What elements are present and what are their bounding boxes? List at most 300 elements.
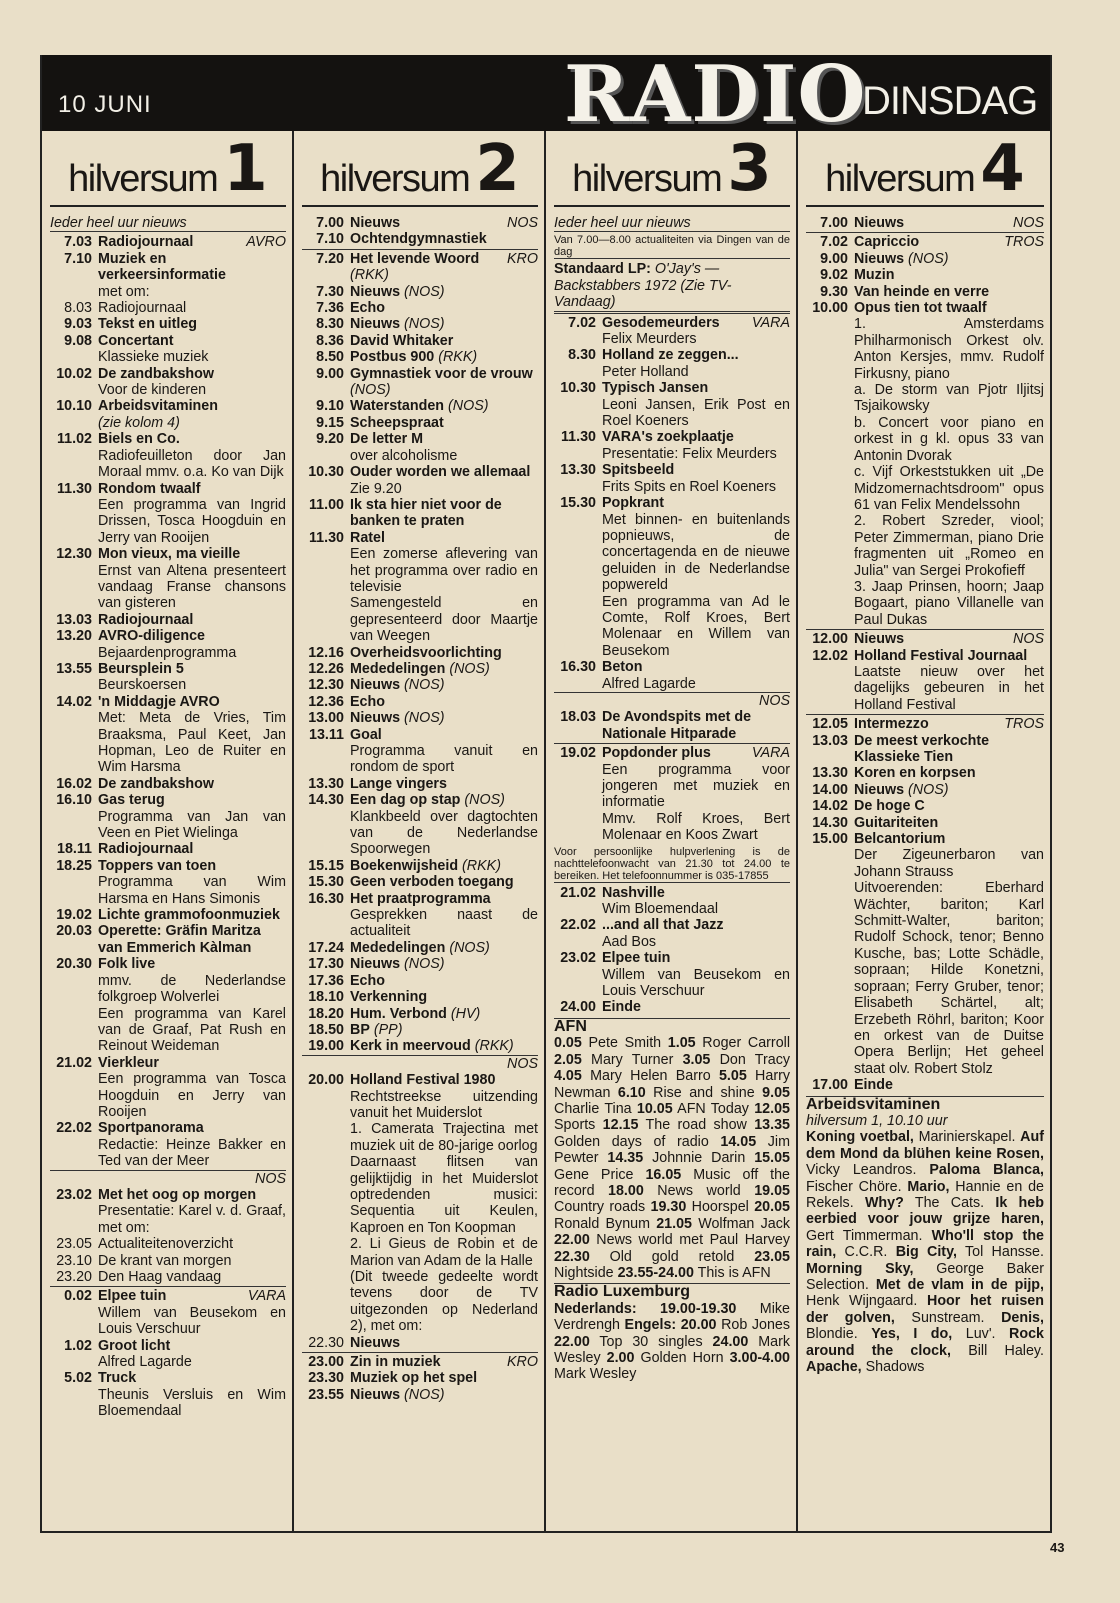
schedule-text: Henk Wijngaard. [806,1293,927,1310]
program-heading [602,950,790,966]
program-entry [50,1269,286,1285]
program-entry [50,1187,286,1236]
schedule-text: Gene Price [554,1166,646,1183]
program-name: Nieuws [350,956,401,973]
program-heading [350,874,538,890]
schedule-text: Tol Hansse. [956,1244,1044,1261]
station-number: 3 [727,132,772,206]
program-body [854,1077,1044,1093]
program-heading [350,1387,538,1403]
schedule-time: 12.05 [754,1100,790,1117]
schedule-time: 14.35 [607,1150,644,1167]
broadcaster-suffix: (RKK) [474,1038,514,1055]
program-entry [302,858,538,874]
program-name: Echo [350,300,385,317]
program-entry [302,874,538,890]
program-time: 7.10 [316,231,344,248]
program-heading [98,1269,286,1285]
program-description: Zie 9.20 [350,480,402,497]
program-entry [554,462,790,495]
program-entry [302,316,538,332]
program-entry [554,347,790,380]
schedule-text: Golden Horn [634,1350,730,1366]
program-description: Wim Bloemendaal [602,901,719,918]
schedule-text: Rise and shine [645,1084,763,1101]
schedule-text: The road show [638,1117,755,1134]
program-body [350,284,538,300]
program-body [350,431,538,464]
program-name: De zandbakshow [98,775,214,792]
program-name: Scheepspraat [350,414,444,431]
program-heading [350,858,538,874]
program-name: Spitsbeeld [602,462,675,479]
program-body [98,661,286,694]
program-description: Rechtstreekse uitzending vanuit het Muiderslot [350,1088,538,1121]
program-entry [302,792,538,858]
program-body [602,347,790,380]
program-name: Echo [350,693,385,710]
program-time: 10.00 [812,300,848,317]
program-entry [554,950,790,999]
program-heading [350,973,538,989]
station-number: 1 [223,132,268,206]
schedule-time: Big City, [895,1244,957,1261]
program-time: 22.02 [56,1120,92,1137]
program-heading [350,1038,538,1054]
program-time: 20.03 [56,923,92,940]
program-body [98,1120,286,1169]
program-description: 3. Jaap Prinsen, hoorn; Jaap Bogaart, piano Villanelle van Paul Dukas [854,578,1044,628]
program-name: Groot licht [98,1337,171,1354]
program-body [854,234,1044,250]
program-heading [98,923,286,956]
program-name: Holland ze zeggen... [602,347,739,364]
schedule-text: Luv'. [952,1326,1010,1343]
schedule-time: Met de vlam in de pijp, [875,1277,1045,1293]
schedule-time: 1.05 [667,1035,696,1052]
schedule-text: Mary Helen Barro [581,1068,719,1085]
program-name: Biels en Co. [98,431,180,448]
program-heading [854,1077,1044,1093]
program-name: Sportpanorama [98,1120,204,1137]
program-description: Willem van Beusekom en Louis Verschuur [98,1304,286,1338]
schedule-time: 16.05 [645,1166,682,1183]
broadcaster-tag: VARA [751,314,790,331]
program-name: Nieuws [350,710,401,727]
program-heading [602,347,790,363]
program-entry [806,1077,1044,1093]
program-body [350,710,538,726]
program-heading [854,798,1044,814]
program-name: Operette: Gräfin Maritza van Emmerich Kàlman [98,923,261,956]
program-entry [302,661,538,677]
program-heading [350,1370,538,1386]
program-name: Ik sta hier niet voor de banken te praten [350,496,502,530]
schedule-time: 19.30 [650,1199,687,1216]
program-time: 23.55 [308,1386,344,1403]
schedule-time: 23.05 [754,1248,790,1265]
program-name: De letter M [350,431,424,448]
program-body [602,462,790,495]
program-name: Concertant [98,332,174,349]
program-body [350,366,538,399]
schedule-time: 24.00 [712,1333,749,1350]
program-name: Ouder worden we allemaal [350,464,531,481]
program-body [98,1288,286,1337]
program-description: Presentatie: Felix Meurders [602,445,777,462]
program-entry [50,431,286,480]
program-entry [50,907,286,923]
program-time: 23.20 [56,1269,92,1285]
program-entry [302,366,538,399]
program-body [854,300,1044,628]
program-description: Peter Holland [602,363,689,380]
schedule-paragraph [554,1301,790,1383]
program-body [98,858,286,907]
program-name: Nieuws [854,781,905,798]
program-time: 20.00 [308,1072,344,1089]
program-body [350,694,538,710]
program-description: Een programma voor jongeren met muziek en informatie [602,761,790,811]
program-name: AVRO-diligence [98,628,205,645]
program-body [350,677,538,693]
program-body [602,659,790,692]
program-heading [98,251,286,284]
program-time: 16.30 [560,659,596,676]
program-body [602,315,790,348]
program-body [98,300,286,316]
schedule-time: 22.00 [554,1333,590,1350]
program-name: Elpee tuin [98,1288,167,1305]
broadcaster-suffix: (NOS) [404,1386,445,1403]
schedule-time: Nederlands: 19.00-19.30 [554,1300,737,1317]
program-time: 23.02 [560,950,596,967]
program-description: Een programma van Ingrid Drissen, Tosca Hoogduin en Jerry van Rooijen [98,496,286,546]
program-entry [806,815,1044,831]
broadcaster-suffix: (NOS) [350,382,391,399]
program-body [98,481,286,547]
program-time: 21.02 [560,884,596,901]
program-name: Geen verboden toegang [350,874,514,891]
program-body [350,1072,538,1335]
program-heading [602,885,790,901]
broadcaster-suffix: (HV) [450,1005,481,1022]
program-heading [98,628,286,644]
program-time: 12.30 [56,546,92,563]
program-description: Programma vanuit en rondom de sport [350,743,538,776]
program-name: Radiojournaal [98,841,194,858]
program-description: over alcoholisme [350,447,458,464]
schedule-text: Johnnie Darin [643,1150,755,1167]
program-entry [50,841,286,857]
schedule-time: 0.05 [554,1035,582,1052]
program-entry [302,1370,538,1386]
program-time: 23.00 [308,1354,344,1371]
station-title [302,131,538,207]
program-time: 8.50 [316,349,344,366]
program-entry [50,1338,286,1371]
schedule-time: Morning Sky, [806,1260,914,1277]
program-time: 23.05 [56,1236,92,1253]
broadcaster-tag: NOS [554,692,790,709]
program-heading [350,727,538,743]
program-description: Klankbeeld over dagtochten van de Nederlandse Spoorwegen [350,808,538,858]
program-heading [98,1253,286,1269]
program-description: Redactie: Heinze Bakker en Ted van der Meer [98,1136,286,1170]
program-entry [50,1055,286,1121]
program-time: 14.00 [812,781,848,798]
program-time: 14.02 [56,693,92,710]
schedule-time: 4.05 [554,1068,582,1085]
program-name: Nieuws [854,250,905,267]
schedule-time: 22.00 [554,1232,590,1249]
program-name: Muzin [854,267,895,284]
program-entry [302,300,538,316]
program-body [350,1038,538,1054]
program-heading [854,765,1044,781]
news-note: Ieder heel uur nieuws [554,215,790,232]
program-heading [350,284,538,300]
program-time: 17.36 [308,972,344,989]
program-body [98,1269,286,1285]
program-entry [554,380,790,429]
program-time: 11.30 [309,529,344,546]
program-name: Muziek en verkeersinformatie [98,250,226,284]
program-name: Belcantorium [854,831,946,848]
program-time: 11.02 [57,431,92,448]
program-name: Nieuws [854,631,905,648]
schedule-time: Hoor het ruisen der golven, [806,1293,1044,1326]
program-entry [302,215,538,231]
program-heading [854,284,1044,300]
schedule-time: Yes, I do, [871,1326,953,1343]
program-name: De meest verkochte Klassieke Tien [854,732,990,765]
broadcaster-tag: NOS [507,215,538,231]
program-entry [302,710,538,726]
program-time: 14.02 [812,798,848,815]
broadcaster-suffix: (NOS) [449,939,490,956]
station-word: hilversum [320,158,470,200]
program-time: 12.36 [308,693,344,710]
broadcaster-suffix: (NOS) [908,250,949,267]
section-subheading: hilversum 1, 10.10 uur [806,1112,948,1129]
program-heading [854,300,1044,316]
section-heading: Arbeidsvitaminen [806,1096,1044,1113]
program-description: Een programma van Karel van de Graaf, Pat Rush en Reinout Weideman [98,1005,286,1055]
program-name: Lange vingers [350,775,447,792]
program-body [350,464,538,497]
program-description: mmv. de Nederlandse folkgroep Wolverlei [98,972,286,1006]
program-description: 2. Li Gieus de Robin et de Marion van Adam de la Halle [350,1236,538,1269]
program-entry [554,743,790,843]
program-heading [854,733,1044,766]
program-description: Felix Meurders [602,331,697,348]
program-name: Overheidsvoorlichting [350,644,502,661]
program-body [602,999,790,1015]
program-time: 18.25 [56,857,92,874]
program-description: Programma van Jan van Veen en Piet Wielinga [98,808,286,842]
broadcaster-tag: TROS [1004,234,1044,251]
program-name: Gesodemeurders [602,314,720,331]
program-description: Alfred Lagarde [98,1354,192,1371]
schedule-text: Mark Wesley [554,1366,637,1383]
program-heading [602,999,790,1015]
program-description: Laatste nieuw over het dagelijks gebeuren in het Holland Festival [854,663,1044,713]
schedule-text: Roger Carroll [695,1035,790,1052]
program-body [350,1022,538,1038]
program-heading [350,710,538,726]
program-entry [302,464,538,497]
program-entry [50,956,286,1054]
schedule-text: Hoorspel [686,1199,755,1216]
schedule-text: Golden days of radio [554,1133,721,1150]
program-entry [806,798,1044,814]
program-time: 15.15 [308,857,344,874]
program-name: BP [350,1021,370,1038]
program-time: 13.30 [308,775,344,792]
program-entry [806,251,1044,267]
program-entry [302,694,538,710]
schedule-text: Gert Timmerman. [806,1227,932,1244]
program-name: Hum. Verbond [350,1005,447,1022]
program-heading [98,858,286,874]
program-heading [98,234,286,250]
program-heading [854,251,1044,267]
program-entry [806,284,1044,300]
program-time: 18.50 [308,1021,344,1038]
program-entry [554,313,790,348]
program-description: Mmv. Rolf Kroes, Bert Molenaar en Koos Zwart [602,810,790,844]
program-body [98,1055,286,1121]
program-body [602,745,790,843]
program-description: Alfred Lagarde [602,675,696,692]
program-entry [50,776,286,792]
program-body [98,923,286,956]
program-time: 23.10 [56,1252,92,1269]
program-heading [350,530,538,546]
program-entry [50,858,286,907]
schedule-time: 18.00 [608,1182,644,1199]
program-time: 7.00 [820,215,848,231]
program-entry [302,989,538,1005]
program-body [350,251,538,284]
program-time: 24.00 [560,999,596,1016]
program-time: 9.08 [64,332,92,349]
program-time: 13.03 [56,611,92,628]
program-description: Bejaardenprogramma [98,644,237,661]
program-description: Met binnen- en buitenlands popnieuws, de concertagenda en de nieuwe geluiden in de Nederlandse popwereld [602,511,790,594]
program-description: Radiofeuilleton door Jan Moraal mmv. o.a. Ko van Dijk [98,447,286,481]
schedule-text: Shadows [861,1359,925,1376]
program-time: 19.00 [308,1038,344,1055]
program-description: a. De storm van Pjotr Iljitsj Tsjaikowsky [854,382,1044,415]
program-time: 17.00 [812,1077,848,1094]
program-description: met om: [98,283,150,300]
program-time: 13.11 [309,726,344,743]
program-name: Kerk in meervoud [350,1038,471,1055]
program-heading [98,1236,286,1252]
program-body [98,316,286,332]
program-heading [602,745,790,761]
program-entry [50,398,286,431]
program-entry [302,231,538,247]
program-heading [98,366,286,382]
lp-title: O'Jay's — Backstabbers 1972 (Zie TV-Vandaag) [554,261,732,311]
program-time: 9.30 [820,283,848,300]
program-body [98,398,286,431]
program-body [98,1253,286,1269]
program-name: Intermezzo [854,716,929,733]
program-time: 19.02 [560,745,596,762]
page-number: 43 [1050,1540,1065,1555]
program-entry [554,709,790,742]
program-name: Opus tien tot twaalf [854,300,987,317]
schedule-text: Hannie en de Rekels. [806,1178,1045,1211]
program-body [350,891,538,940]
program-entry [806,629,1044,647]
broadcaster-tag: KRO [507,1354,538,1371]
schedule-time: 23.55-24.00 [617,1264,694,1281]
program-name: Het levende Woord [350,250,480,267]
schedule-paragraph [806,1129,1044,1375]
program-entry [554,999,790,1015]
program-entry [302,1038,538,1054]
program-time: 13.03 [812,732,848,749]
program-entry [302,530,538,645]
program-name: ...and all that Jazz [602,917,724,934]
program-entry [806,714,1044,732]
program-body [350,727,538,776]
program-heading [350,891,538,907]
schedule-text: Fischer Chöre. [806,1178,908,1195]
program-time: 8.30 [316,316,344,333]
program-name: Nieuws [350,677,401,694]
program-entry [302,1022,538,1038]
program-time: 11.30 [561,429,596,446]
program-name: Truck [98,1370,137,1387]
program-description: Ernst van Altena presenteert vandaag Franse chansons van gisteren [98,562,286,612]
program-body [854,631,1044,647]
program-heading [98,956,286,972]
schedule-text: Mike Verdrengh [554,1300,790,1334]
program-time: 15.30 [560,495,596,512]
program-entry [50,481,286,547]
program-time: 13.55 [56,660,92,677]
program-description: (RKK) [350,267,389,284]
program-heading [350,415,538,431]
program-time: 15.30 [308,874,344,891]
program-heading [854,815,1044,831]
program-body [98,1338,286,1371]
program-body [98,431,286,480]
program-time: 18.10 [308,989,344,1006]
schedule-text: Rob Jones [716,1317,791,1334]
program-body [854,733,1044,766]
program-time: 10.02 [56,365,92,382]
station-word: hilversum [68,158,218,200]
program-time: 13.30 [812,765,848,782]
station-title [554,131,790,207]
program-name: Nieuws [350,316,401,333]
program-description: Leoni Jansen, Erik Post en Roel Koeners [602,396,790,430]
program-body [350,858,538,874]
program-heading [350,398,538,414]
program-time: 7.36 [316,300,344,317]
broadcaster-tag: AVRO [246,234,286,251]
program-entry [806,782,1044,798]
program-name: De hoge C [854,798,925,815]
program-description: Gesprekken naast de actualiteit [350,907,538,940]
